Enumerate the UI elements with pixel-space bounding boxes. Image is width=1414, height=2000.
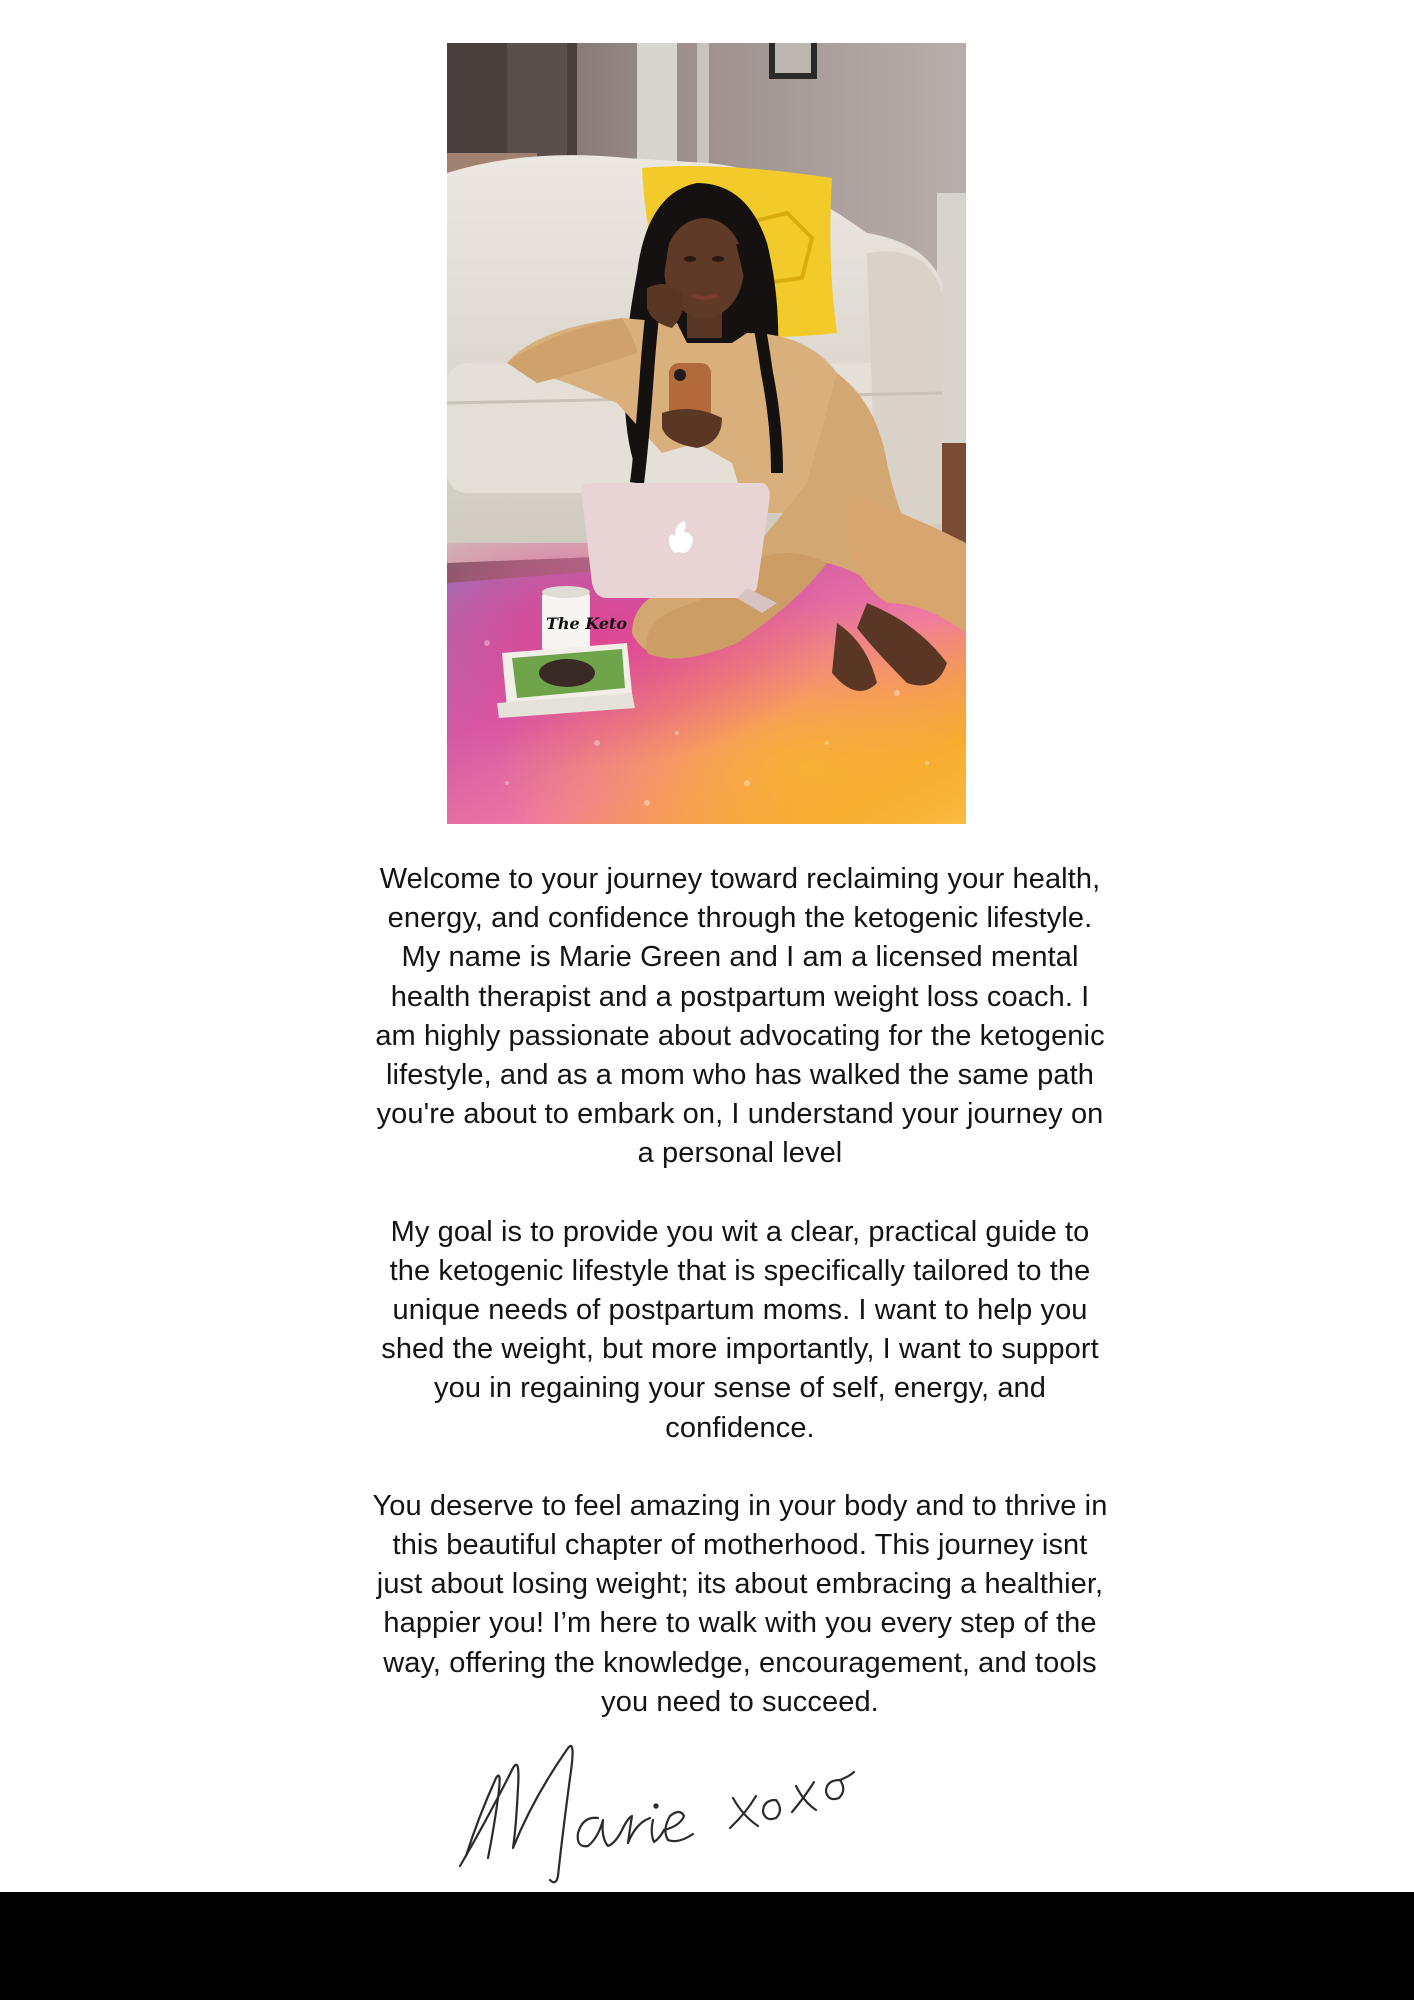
welcome-letter [345,860,1135,1761]
mug-text: The Keto [546,614,628,633]
handwritten-signature [458,1738,858,1886]
letter-paragraph-1: Welcome to your journey toward reclaiming your health, energy, and confidence through the ketogenic lifestyle. My name is Marie Green and I am a licensed mental health therapist and a postpartum weight loss coach. I am highly passionate about advocating for the ketogenic lifestyle, and as a mom who has walked the same path you're about to embark on, I understand your journey on a personal level [375,863,1105,1170]
letter-paragraph-3: You deserve to feel amazing in your body and to thrive in this beautiful chapter of motherhood. This journey isnt just about losing weight; its about embracing a healthier, happier you! I’m here to walk with you every step of the way, offering the knowledge, encouragement, and tools you need to succeed. [372,1489,1108,1718]
author-photo [447,43,966,824]
letter-paragraph-2: My goal is to provide you wit a clear, practical guide to the ketogenic lifestyle that is specifically tailored to the unique needs of postpartum moms. I want to help you shed the weight, but more importantly, I want to support you in regaining your sense of self, energy, and confidence. [381,1215,1099,1444]
footer-band [0,1892,1414,2000]
